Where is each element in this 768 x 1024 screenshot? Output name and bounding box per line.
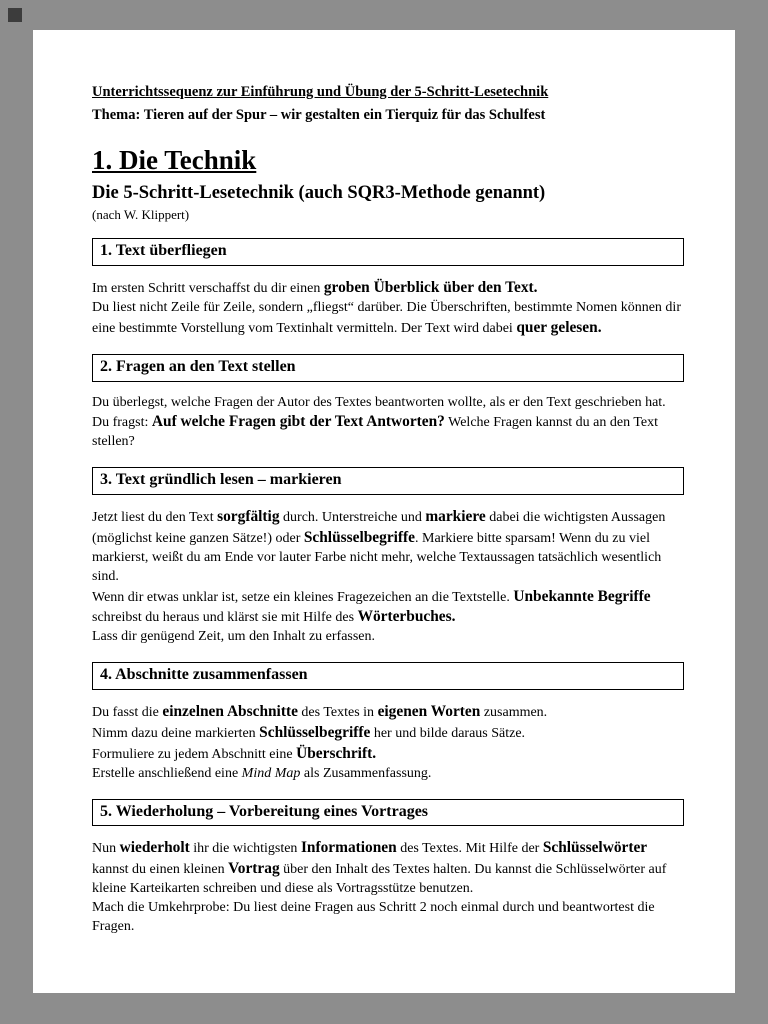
step-1-body (92, 278, 684, 339)
step-4-paragraph-2: Nimm dazu deine markierten Schlüsselbegriffe her und bilde daraus Sätze. (92, 723, 526, 741)
step-section-3 (92, 467, 684, 647)
step-3-heading: 3. Text gründlich lesen – markieren (100, 471, 342, 489)
step-2-heading-box (92, 354, 684, 382)
step-5-heading: 5. Wiederholung – Vorbereitung eines Vortrages (100, 802, 429, 820)
step-section-4 (92, 662, 684, 783)
step-3-body (92, 507, 684, 647)
step-3-paragraph-1: Jetzt liest du den Text sorgfältig durch. Unterstreiche und markiere dabei die wichtigsten Aussagen (möglichst keine ganzen Sätze!) oder Schlüsselbegriffe. Markiere bitte sparsam! Wenn du zu viel markierst, weißt du am Ende vor lauter Farbe nicht mehr, welche Textaussagen tatsächlich wesentlich sind. (92, 507, 666, 584)
step-1-paragraph-2: Du liest nicht Zeile für Zeile, sondern „fliegst“ darüber. Die Überschriften, bestimmte Nomen können dir eine bestimmte Vorstellung vom Textinhalt vermitteln. Der Text wird dabei quer gelesen. (92, 299, 681, 336)
document-header (92, 82, 684, 126)
step-1-heading-box (92, 238, 684, 266)
step-section-1 (92, 238, 684, 338)
document-page (33, 30, 735, 993)
step-3-paragraph-2: Wenn dir etwas unklar ist, setze ein kleines Fragezeichen an die Textstelle. Unbekannte Begriffe schreibst du heraus und klärst sie mit Hilfe des Wörterbuches. (92, 587, 651, 626)
step-1-heading: 1. Text überfliegen (100, 242, 227, 260)
step-4-body (92, 702, 684, 784)
method-subtitle: Die 5-Schritt-Lesetechnik (auch SQR3-Methode genannt) (92, 182, 546, 203)
corner-artifact (8, 8, 22, 22)
header-theme-line: Thema: Tieren auf der Spur – wir gestalten ein Tierquiz für das Schulfest (92, 107, 546, 124)
step-2-heading: 2. Fragen an den Text stellen (100, 357, 296, 375)
step-5-body (92, 838, 684, 936)
step-3-heading-box (92, 467, 684, 495)
step-4-paragraph-1: Du fasst die einzelnen Abschnitte des Textes in eigenen Worten zusammen. (92, 703, 548, 720)
step-section-5 (92, 799, 684, 937)
step-5-paragraph-2: Mach die Umkehrprobe: Du liest deine Fragen aus Schritt 2 noch einmal durch und beantwortest die Fragen. (92, 900, 655, 934)
attribution: (nach W. Klippert) (92, 206, 190, 222)
step-2-paragraph-1: Du überlegst, welche Fragen der Autor des Textes beantworten wollte, als er den Text geschrieben hat. Du fragst: Auf welche Fragen gibt der Text Antworten? Welche Fragen kannst du an den Text stellen? (92, 394, 666, 450)
step-4-paragraph-4: Erstelle anschließend eine Mind Map als Zusammenfassung. (92, 765, 432, 781)
step-section-2 (92, 354, 684, 452)
step-5-heading-box (92, 799, 684, 827)
step-4-heading-box (92, 662, 684, 690)
step-4-heading: 4. Abschnitte zusammenfassen (100, 666, 308, 684)
header-title-line: Unterrichtssequenz zur Einführung und Übung der 5-Schritt-Lesetechnik (92, 84, 549, 100)
step-3-paragraph-3: Lass dir genügend Zeit, um den Inhalt zu erfassen. (92, 629, 376, 645)
step-4-paragraph-3: Formuliere zu jedem Abschnitt eine Überschrift. (92, 744, 377, 762)
section-title: 1. Die Technik (92, 145, 257, 176)
step-1-paragraph-1: Im ersten Schritt verschaffst du dir einen groben Überblick über den Text. (92, 279, 538, 297)
step-5-paragraph-1: Nun wiederholt ihr die wichtigsten Informationen des Textes. Mit Hilfe der Schlüsselwörter kannst du einen kleinen Vortrag über den Inhalt des Textes halten. Du kannst die Schlüsselwörter auf kleine Karteikarten schreiben und diese als Vortragsstütze benutzen. (92, 839, 667, 897)
step-2-body (92, 394, 684, 453)
